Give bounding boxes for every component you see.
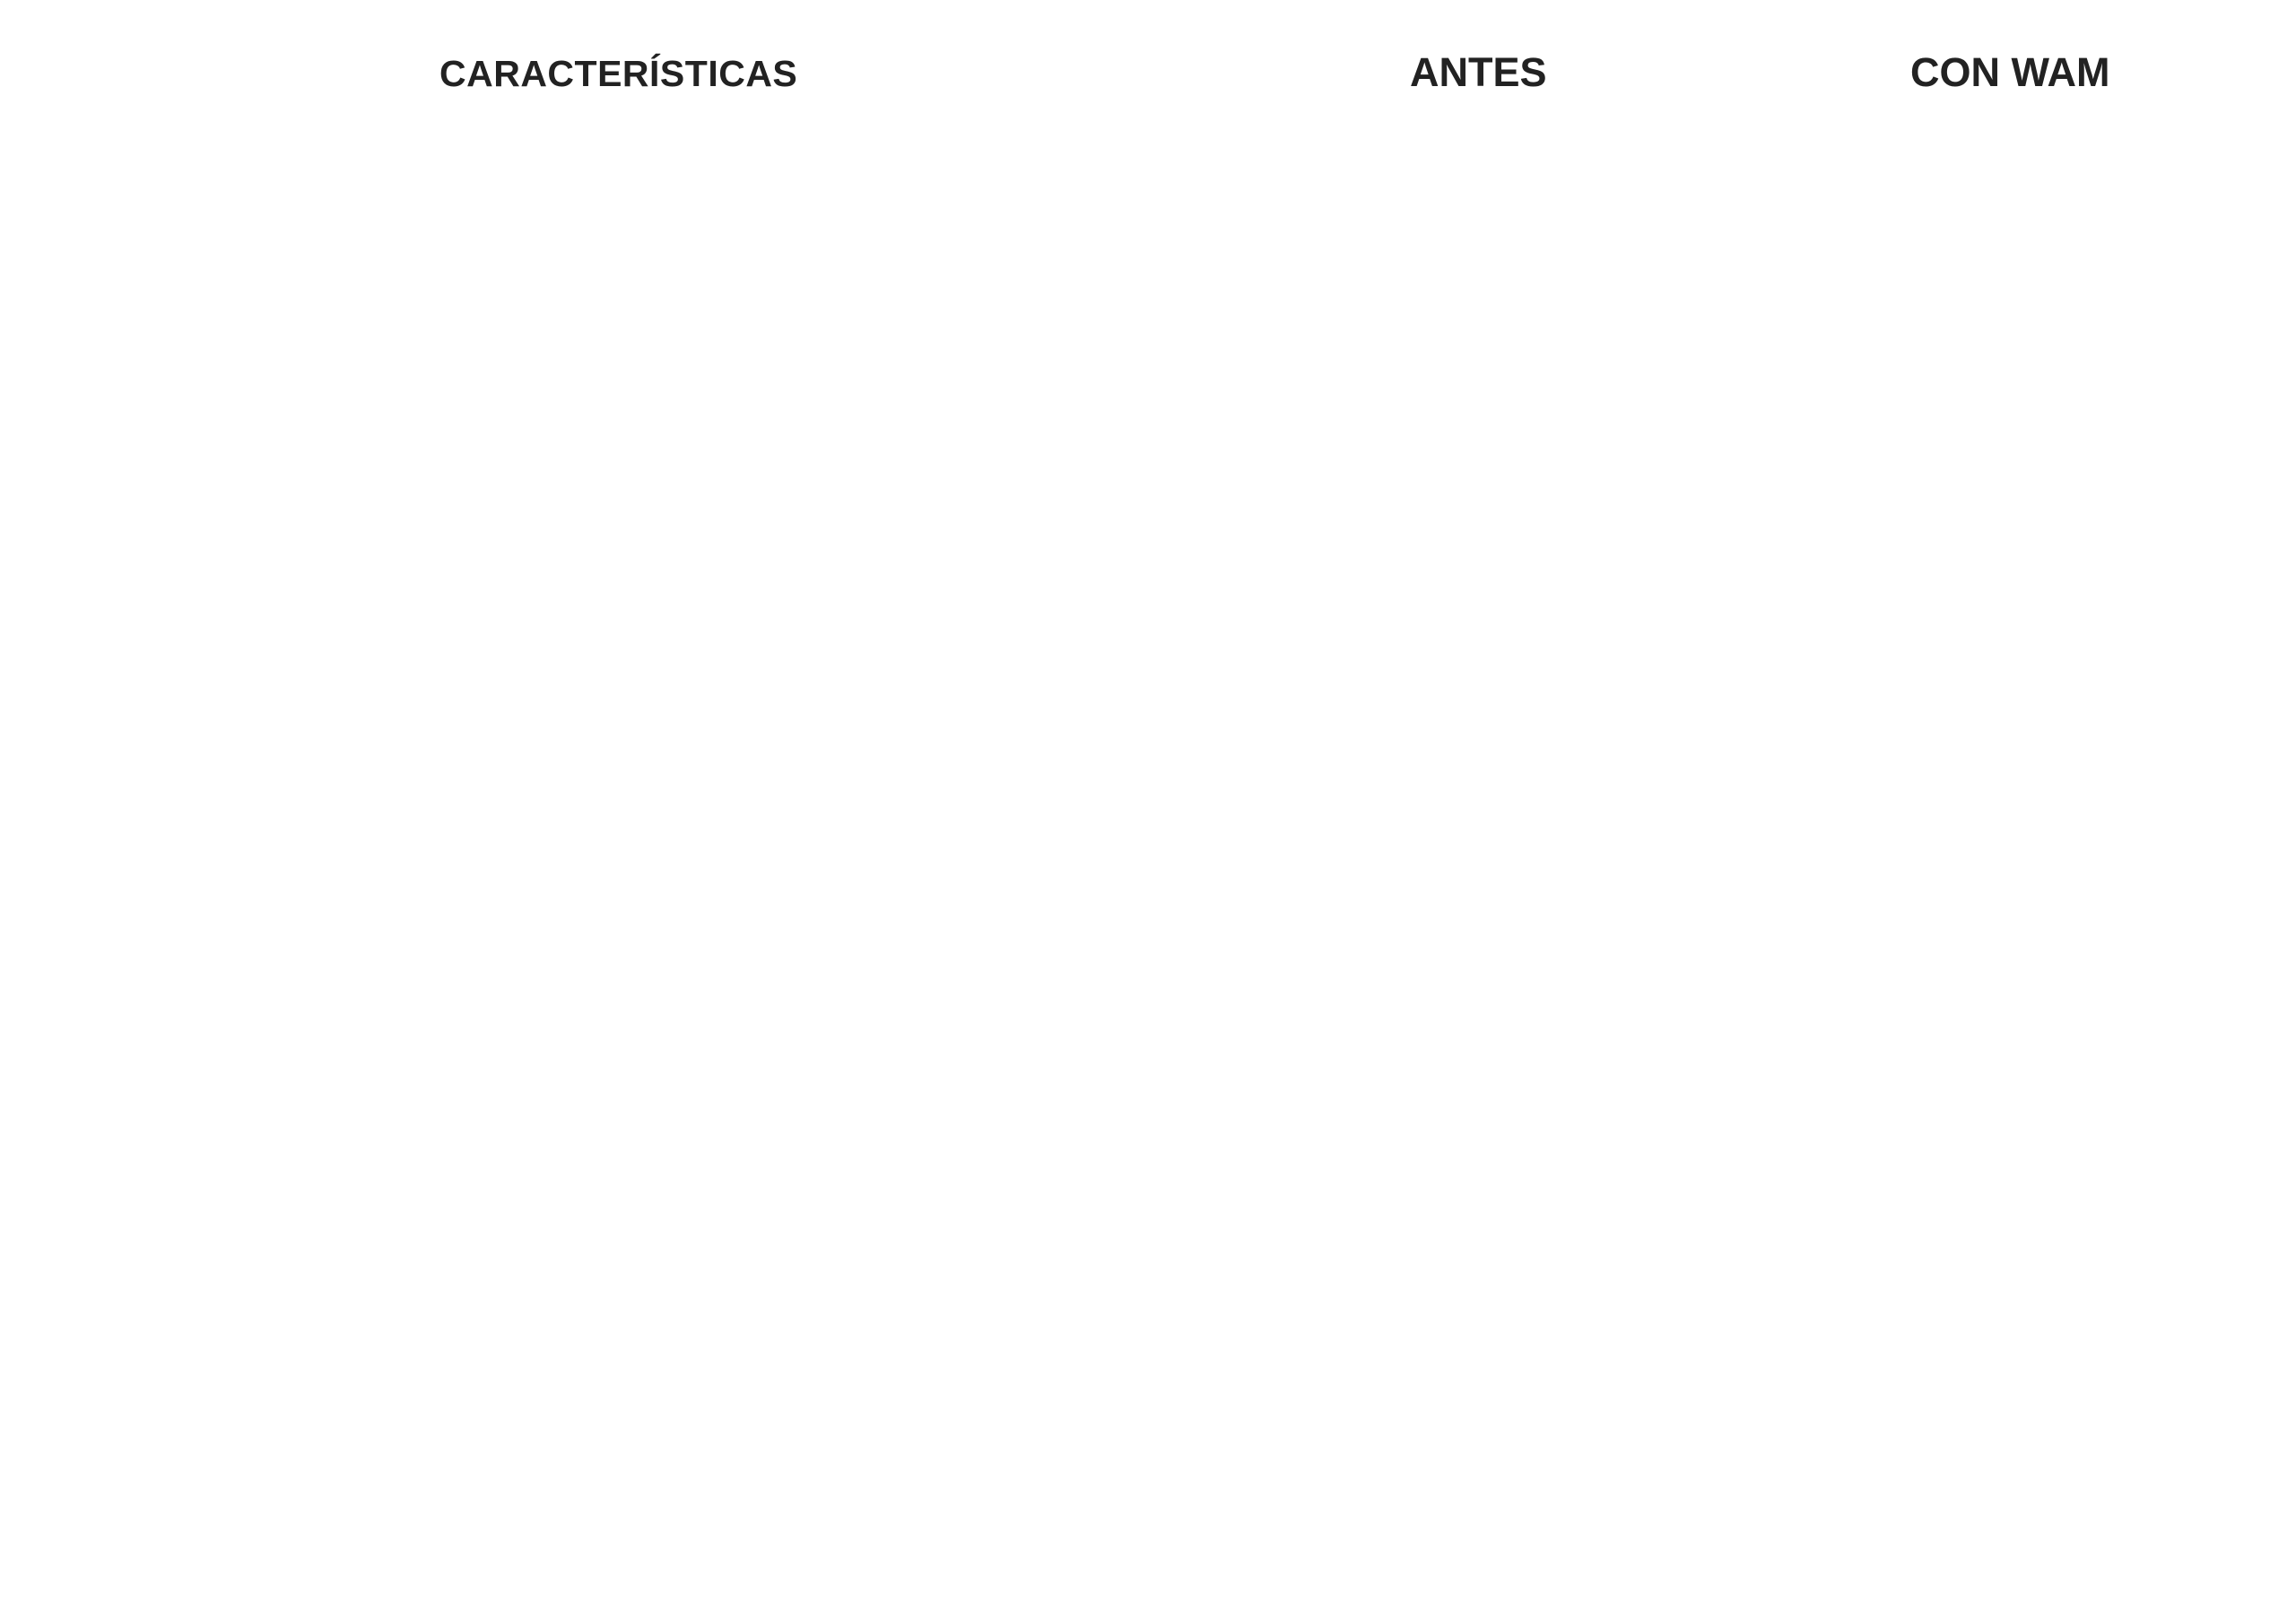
header-antes: ANTES xyxy=(1410,49,1547,95)
header-caracteristicas: CARACTERÍSTICAS xyxy=(439,53,798,94)
table-header-row xyxy=(0,0,2296,143)
header-con-wam: CON WAM xyxy=(1910,49,2110,95)
table-body xyxy=(0,143,2296,1607)
